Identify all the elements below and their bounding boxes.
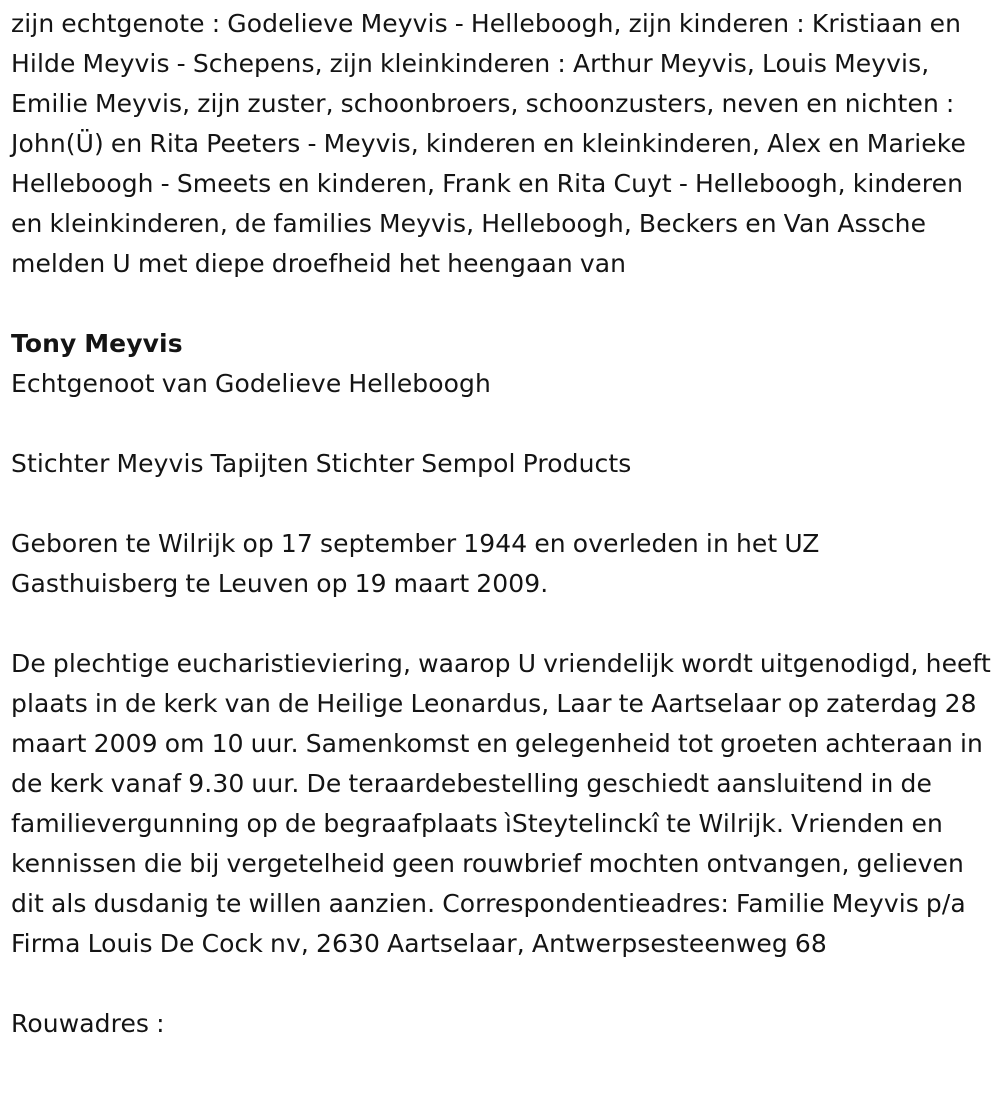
intro-paragraph: zijn echtgenote : Godelieve Meyvis - Helleboogh, zijn kinderen : Kristiaan en Hilde Meyvis - Schepens, zijn kleinkinderen : Arthur Meyvis, Louis Meyvis, Emilie Meyvis, zijn zuster, schoonbroers, schoonzusters, neven en nichten : John(Ü) en Rita Peeters - Meyvis, kinderen en kleinkinderen, Alex en Marieke Helleboogh - Smeets en kinderen, Frank en Rita Cuyt - Helleboogh, kinderen en kleinkinderen, de families Meyvis, Helleboogh, Beckers en Van Assche melden U met diepe droefheid het heengaan van [11, 9, 966, 278]
deceased-name: Tony Meyvis [11, 329, 183, 358]
obituary-document [11, 4, 993, 1044]
ceremony-paragraph: De plechtige eucharistieviering, waarop U vriendelijk wordt uitgenodigd, heeft plaats in de kerk van de Heilige Leonardus, Laar te Aartselaar op zaterdag 28 maart 2009 om 10 uur. Samenkomst en gelegenheid tot groeten achteraan in de kerk vanaf 9.30 uur. De teraardebestelling geschiedt aansluitend in de familievergunning op de begraafplaats ìSteytelinckî te Wilrijk. Vrienden en kennissen die bij vergetelheid geen rouwbrief mochten ontvangen, gelieven dit als dusdanig te willen aanzien. Correspondentieadres: Familie Meyvis p/a Firma Louis De Cock nv, 2630 Aartselaar, Antwerpsesteenweg 68 [11, 649, 991, 958]
rouwadres-label: Rouwadres : [11, 1009, 165, 1038]
roles-line: Stichter Meyvis Tapijten Stichter Sempol Products [11, 449, 632, 478]
birth-death-paragraph: Geboren te Wilrijk op 17 september 1944 en overleden in het UZ Gasthuisberg te Leuven op 19 maart 2009. [11, 529, 820, 598]
spouse-line: Echtgenoot van Godelieve Helleboogh [11, 369, 491, 398]
